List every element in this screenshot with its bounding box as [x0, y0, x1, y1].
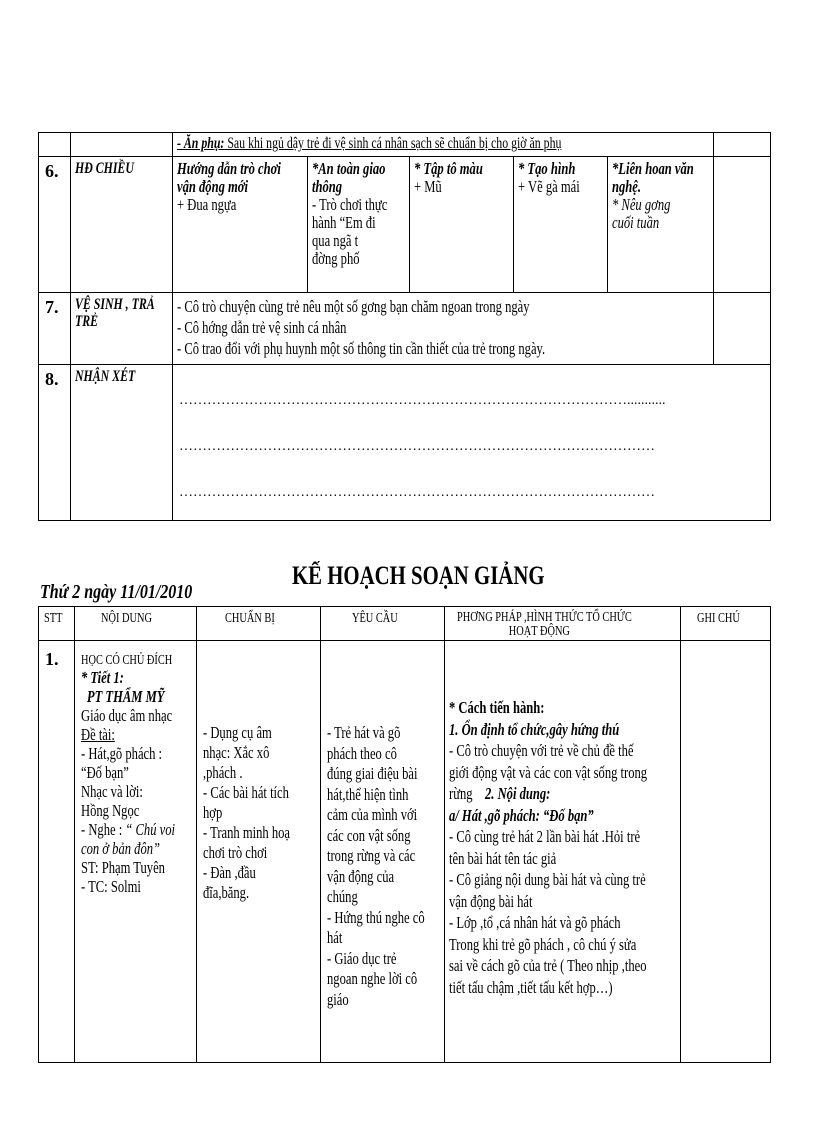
table-row: 6. HĐ CHIỀU Hướng dẫn trò chơi vận động mới + Đua ngựa *An toàn giao thông - Trò chơi thực hành “Em đi qua ngã t đờng phố * Tập tô màu + Mũ * Tạo hình + Vẽ gà mái *Liên hoan văn nghệ. * Nêu gơng cuối tuần [39, 157, 771, 293]
header-notes: GHI CHÚ [696, 611, 740, 626]
table-header-row: STT NỘI DUNG CHUẨN BỊ YÊU CẦU PHƠNG PHÁP ,HÌNH THỨC TỔ CHỨC HOẠT ĐỘNG GHI CHÚ [39, 607, 771, 641]
table-row: 7. VỆ SINH , TRẢ TRẺ - Cô trò chuyện cùng trẻ nêu một số gơng bạn chăm ngoan trong ngày - Cô hớng dẫn trẻ vệ sinh cá nhân - Cô trao đổi với phụ huynh một số thông tin cần thiết của trẻ trong ngày. [39, 293, 771, 365]
header-method: PHƠNG PHÁP ,HÌNH THỨC TỔ CHỨC [457, 610, 632, 625]
row-label: NHẬN XÉT [75, 368, 136, 385]
notes-cell [681, 641, 771, 1063]
row-number: 1. [45, 649, 59, 669]
lesson-plan-table [38, 606, 771, 1063]
row-label: HĐ CHIỀU [75, 160, 134, 177]
table-row [39, 365, 771, 521]
lesson-date: Thứ 2 ngày 11/01/2010 [40, 581, 193, 603]
row-number: 7. [45, 297, 59, 317]
row-label: VỆ SINH , TRẢ [75, 296, 155, 313]
method-cell: * Cách tiến hành: 1. Ổn định tổ chức,gây hứng thú - Cô trò chuyện với trẻ về chủ đề thế giới động vật và các con vật sống trong rừng 2. Nội dung: a/ Hát ,gõ phách: “Đố bạn” - Cô cùng trẻ hát 2 lần bài hát .Hỏi trẻ tên bài hát tên tác giả - Cô giảng nội dung bài hát và cùng trẻ vận động bài hát - Lớp ,tổ ,cá nhân hát và gõ phách Trong khi trẻ gõ phách , cô chú ý sửa sai về cách gõ của trẻ ( Theo nhịp ,theo tiết tấu chậm ,tiết tấu kết hợp…) [445, 641, 681, 1063]
snack-cell: - Ăn phụ: Sau khi ngủ dậy trẻ đi vệ sinh cá nhân sạch sẽ chuẩn bị cho giờ ăn phụ [173, 133, 714, 157]
header-stt: STT [44, 611, 63, 626]
row-number: 8. [45, 369, 59, 389]
table-row [39, 641, 771, 1063]
schedule-table [38, 132, 771, 521]
requirements-cell: - Trẻ hát và gõ phách theo cô đúng giai điệu bài hát,thể hiện tình cảm của mình với các con vật sống trong rừng và các vận động của chúng - Hứng thú nghe cô hát - Giáo dục trẻ ngoan nghe lời cô giáo [321, 641, 445, 1063]
header-preparation: CHUẨN BỊ [224, 611, 275, 626]
header-content: NỘI DUNG [101, 611, 153, 626]
comment-line: ……………………………………………………………………………………........... [179, 393, 666, 408]
comment-line: ………………………………………………………………………………………… [179, 439, 655, 454]
table-row [39, 133, 771, 157]
content-cell: HỌC CÓ CHỦ ĐÍCH * Tiết 1: PT THẨM MỸ Giáo dục âm nhạc Đề tài: - Hát,gõ phách : “Đố bạn” Nhạc và lời: Hồng Ngọc - Nghe : “ Chú voi con ở bản đôn” ST: Phạm Tuyên - TC: Solmi [75, 641, 197, 1063]
page-title: KẾ HOẠCH SOẠN GIẢNG [292, 561, 545, 590]
header-requirements: YÊU CẦU [351, 611, 398, 626]
preparation-cell: - Dụng cụ âm nhạc: Xắc xô ,phách . - Các bài hát tích hợp - Tranh minh hoạ chơi trò chơi - Đàn ,đầu đĩa,băng. [197, 641, 321, 1063]
row-number: 6. [45, 161, 59, 181]
comment-line: ………………………………………………………………………………………… [179, 485, 655, 500]
